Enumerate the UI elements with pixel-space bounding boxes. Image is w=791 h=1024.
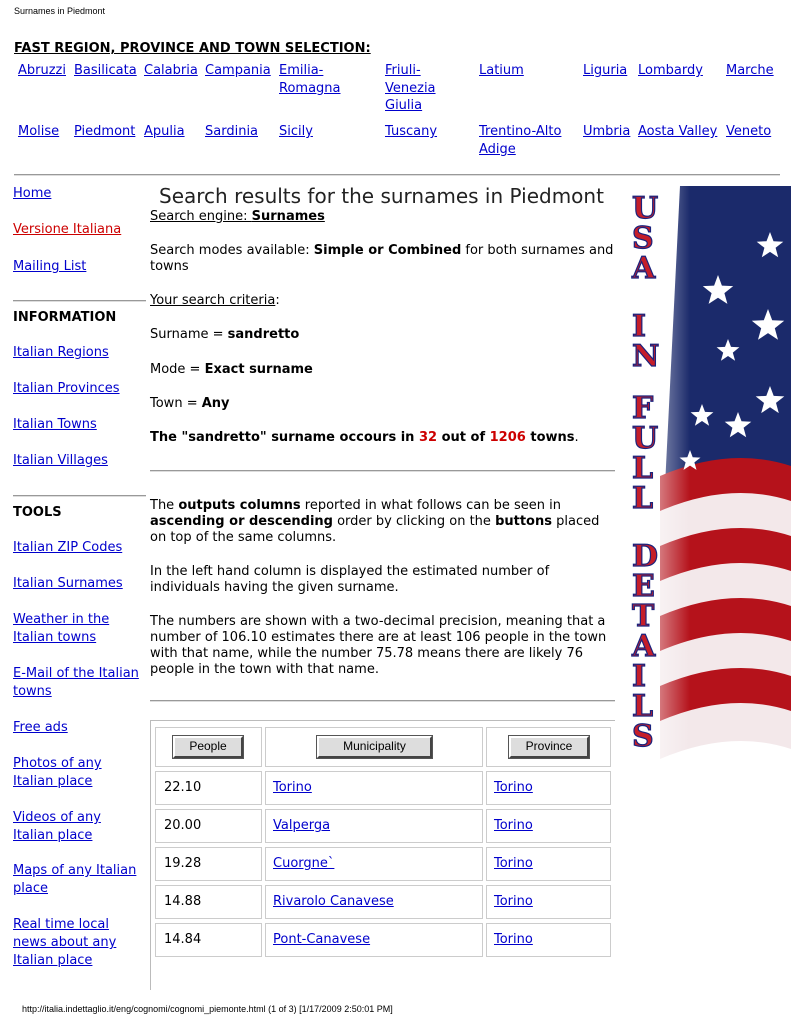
divider [14, 174, 780, 176]
sort-explanation: The outputs columns reported in what follows can be seen in ascending or descending order by clicking on the buttons placed on top of the same columns. [150, 498, 600, 545]
sidebar-tool-link-line: Italian place [13, 774, 93, 789]
region-link-line: Trentino-Alto [479, 124, 562, 139]
banner-letter: S [632, 719, 654, 754]
region-link-line: Romagna [279, 80, 341, 96]
region-link[interactable] [638, 123, 717, 141]
print-header: Surnames in Piedmont [14, 6, 106, 16]
search-engine-line: Search engine: Surnames [150, 209, 325, 224]
search-modes-line: Search modes available: Simple or Combined for both surnames and towns [150, 243, 614, 274]
banner-graphic [620, 186, 791, 782]
region-link-line: Apulia [144, 124, 185, 139]
sidebar-tool-link-line: towns [13, 684, 52, 699]
region-link[interactable] [18, 62, 66, 80]
surname-value: sandretto [227, 327, 300, 342]
region-link-line: Aosta Valley [638, 124, 718, 139]
result-total: 1206 [489, 430, 526, 445]
sidebar-tool-link-line: Videos of any [13, 810, 101, 825]
region-link-line: Emilia- [279, 63, 324, 78]
sidebar-tool-link[interactable] [13, 611, 109, 647]
banner-letter: F [632, 391, 654, 426]
sidebar-tool-link[interactable] [13, 665, 139, 701]
banner-letter: S [632, 221, 654, 256]
region-link-line: Abruzzi [18, 63, 66, 78]
sidebar-tool-link-line: Weather in the [13, 612, 110, 627]
sidebar-info-link[interactable]: Italian Villages [13, 453, 108, 468]
sidebar-mailing-list-link[interactable]: Mailing List [13, 259, 87, 274]
sidebar-tool-link-line: Italian ZIP Codes [13, 540, 123, 555]
sidebar-tool-link[interactable] [13, 862, 136, 898]
region-link-line: Molise [18, 124, 60, 139]
sort-municipality-button[interactable]: Municipality [317, 736, 432, 758]
region-link[interactable] [638, 62, 703, 80]
sidebar-tool-link-line: Italian Surnames [13, 576, 123, 591]
region-link[interactable] [205, 62, 271, 80]
province-link[interactable]: Torino [494, 894, 533, 909]
banner-letter: N [632, 339, 660, 374]
region-link-line: Sardinia [205, 124, 259, 139]
region-link[interactable] [279, 62, 341, 97]
banner-letter: D [632, 539, 659, 574]
banner-letter: E [632, 569, 655, 604]
region-link[interactable] [205, 123, 258, 141]
municipality-link[interactable]: Torino [273, 780, 312, 795]
banner-letter: I [632, 659, 647, 694]
region-link-line: Piedmont [74, 124, 136, 139]
region-link-line: Marche [726, 63, 774, 78]
region-link-line: Liguria [583, 63, 628, 78]
region-link[interactable] [279, 123, 313, 141]
sidebar-tool-link[interactable] [13, 916, 116, 970]
region-link[interactable] [726, 62, 774, 80]
banner-letter: U [632, 421, 659, 456]
municipality-link[interactable]: Cuorgne` [273, 856, 335, 871]
sort-province-button[interactable]: Province [509, 736, 589, 758]
region-link[interactable] [18, 123, 59, 141]
sidebar-tool-link[interactable] [13, 539, 122, 557]
fast-selection-title: FAST REGION, PROVINCE AND TOWN SELECTION: [14, 41, 371, 56]
sort-people-button[interactable]: People [173, 736, 243, 758]
town-criterion: Town = Any [150, 396, 230, 411]
people-value: 19.28 [164, 856, 202, 871]
region-link[interactable] [74, 62, 137, 80]
sidebar-tool-link-line: Free ads [13, 720, 68, 735]
people-value: 14.84 [164, 932, 202, 947]
municipality-link[interactable]: Valperga [273, 818, 331, 833]
sidebar-tool-link[interactable] [13, 719, 68, 737]
sidebar-divider [13, 495, 146, 497]
banner-letter: L [632, 481, 654, 516]
province-link[interactable]: Torino [494, 856, 533, 871]
region-link[interactable] [583, 123, 630, 141]
sidebar-tool-link-line: E-Mail of the Italian [13, 666, 139, 681]
banner-letter: L [632, 689, 654, 724]
banner-letter: I [632, 309, 647, 344]
region-link[interactable] [144, 123, 185, 141]
region-link[interactable] [726, 123, 771, 141]
province-link[interactable]: Torino [494, 780, 533, 795]
region-link-line: Basilicata [74, 63, 137, 78]
region-link-line: Latium [479, 63, 524, 78]
result-count: 32 [418, 430, 438, 445]
region-link[interactable] [583, 62, 627, 80]
usa-in-full-details-banner [620, 186, 791, 782]
sidebar-tool-link[interactable] [13, 575, 123, 593]
sidebar-info-link[interactable]: Italian Regions [13, 345, 109, 360]
people-value: 22.10 [164, 780, 202, 795]
region-link-line: Sicily [279, 124, 313, 139]
precision-explanation: The numbers are shown with a two-decimal precision, meaning that a number of 106.10 estimates there are at least 106 people in the town with that name, while the number 75.78 means there are likely 76 people in the town with that name. [150, 614, 607, 677]
region-link[interactable] [74, 123, 135, 141]
divider [150, 470, 615, 472]
sidebar-tool-link-line: Photos of any [13, 756, 102, 771]
people-value: 14.88 [164, 894, 202, 909]
region-link-line: Campania [205, 63, 271, 78]
municipality-link[interactable]: Pont-Canavese [273, 932, 371, 947]
left-column-explanation: In the left hand column is displayed the estimated number of individuals having the given surname. [150, 564, 550, 595]
mode-value: Exact surname [204, 362, 313, 377]
people-value: 20.00 [164, 818, 202, 833]
sidebar-italian-version-link[interactable]: Versione Italiana [13, 222, 122, 237]
divider [150, 700, 615, 702]
page-title: Search results for the surnames in Piedmont [159, 184, 604, 208]
region-link[interactable] [479, 123, 561, 158]
region-link-line: Friuli- [385, 63, 421, 78]
region-link-line: Lombardy [638, 63, 703, 78]
surname-criterion: Surname = sandretto [150, 327, 300, 342]
region-link-line: Umbria [583, 124, 631, 139]
region-link-line: Venezia [385, 80, 436, 96]
sidebar-tool-link-line: Maps of any Italian [13, 863, 137, 878]
banner-letter: U [632, 191, 659, 226]
information-heading: INFORMATION [13, 310, 117, 325]
region-link[interactable] [385, 62, 436, 115]
search-criteria-label: Your search criteria: [150, 293, 280, 308]
tools-heading: TOOLS [13, 505, 62, 520]
sidebar-tool-link-line: news about any [13, 935, 117, 950]
banner-letter: A [632, 629, 656, 664]
banner-letter: T [632, 599, 655, 634]
sidebar-tool-link[interactable] [13, 755, 102, 791]
mode-criterion: Mode = Exact surname [150, 362, 313, 377]
result-summary: The "sandretto" surname occours in 32 out of 1206 towns. [150, 430, 579, 445]
print-footer: http://italia.indettaglio.it/eng/cognomi/cognomi_piemonte.html (1 of 3) [1/17/2009 2:50:01 PM] [22, 1004, 393, 1014]
sidebar-tool-link-line: Italian place [13, 953, 93, 968]
region-link-line: Adige [479, 141, 516, 157]
municipality-link[interactable]: Rivarolo Canavese [273, 894, 394, 909]
province-link[interactable]: Torino [494, 818, 533, 833]
region-link-line: Giulia [385, 98, 423, 113]
banner-letter: L [632, 451, 654, 486]
sidebar-home-link[interactable]: Home [13, 186, 52, 201]
banner-letter: A [632, 251, 656, 286]
region-link[interactable] [144, 62, 198, 80]
town-value: Any [201, 396, 230, 411]
sidebar-tool-link-line: Italian place [13, 828, 93, 843]
sidebar-tool-link-line: Real time local [13, 917, 109, 932]
sidebar-tool-link-line: Italian towns [13, 630, 97, 645]
region-link-line: Calabria [144, 63, 198, 78]
region-link-line: Veneto [726, 124, 772, 139]
sidebar-divider [13, 300, 146, 302]
region-link[interactable] [385, 123, 437, 141]
region-link-line: Tuscany [385, 124, 438, 139]
sidebar-info-link[interactable]: Italian Towns [13, 417, 97, 432]
sidebar-info-link[interactable]: Italian Provinces [13, 381, 120, 396]
province-link[interactable]: Torino [494, 932, 533, 947]
region-link[interactable] [479, 62, 524, 80]
search-engine-value: Surnames [251, 209, 325, 224]
sidebar-tool-link[interactable] [13, 809, 101, 845]
sidebar-tool-link-line: place [13, 881, 48, 896]
